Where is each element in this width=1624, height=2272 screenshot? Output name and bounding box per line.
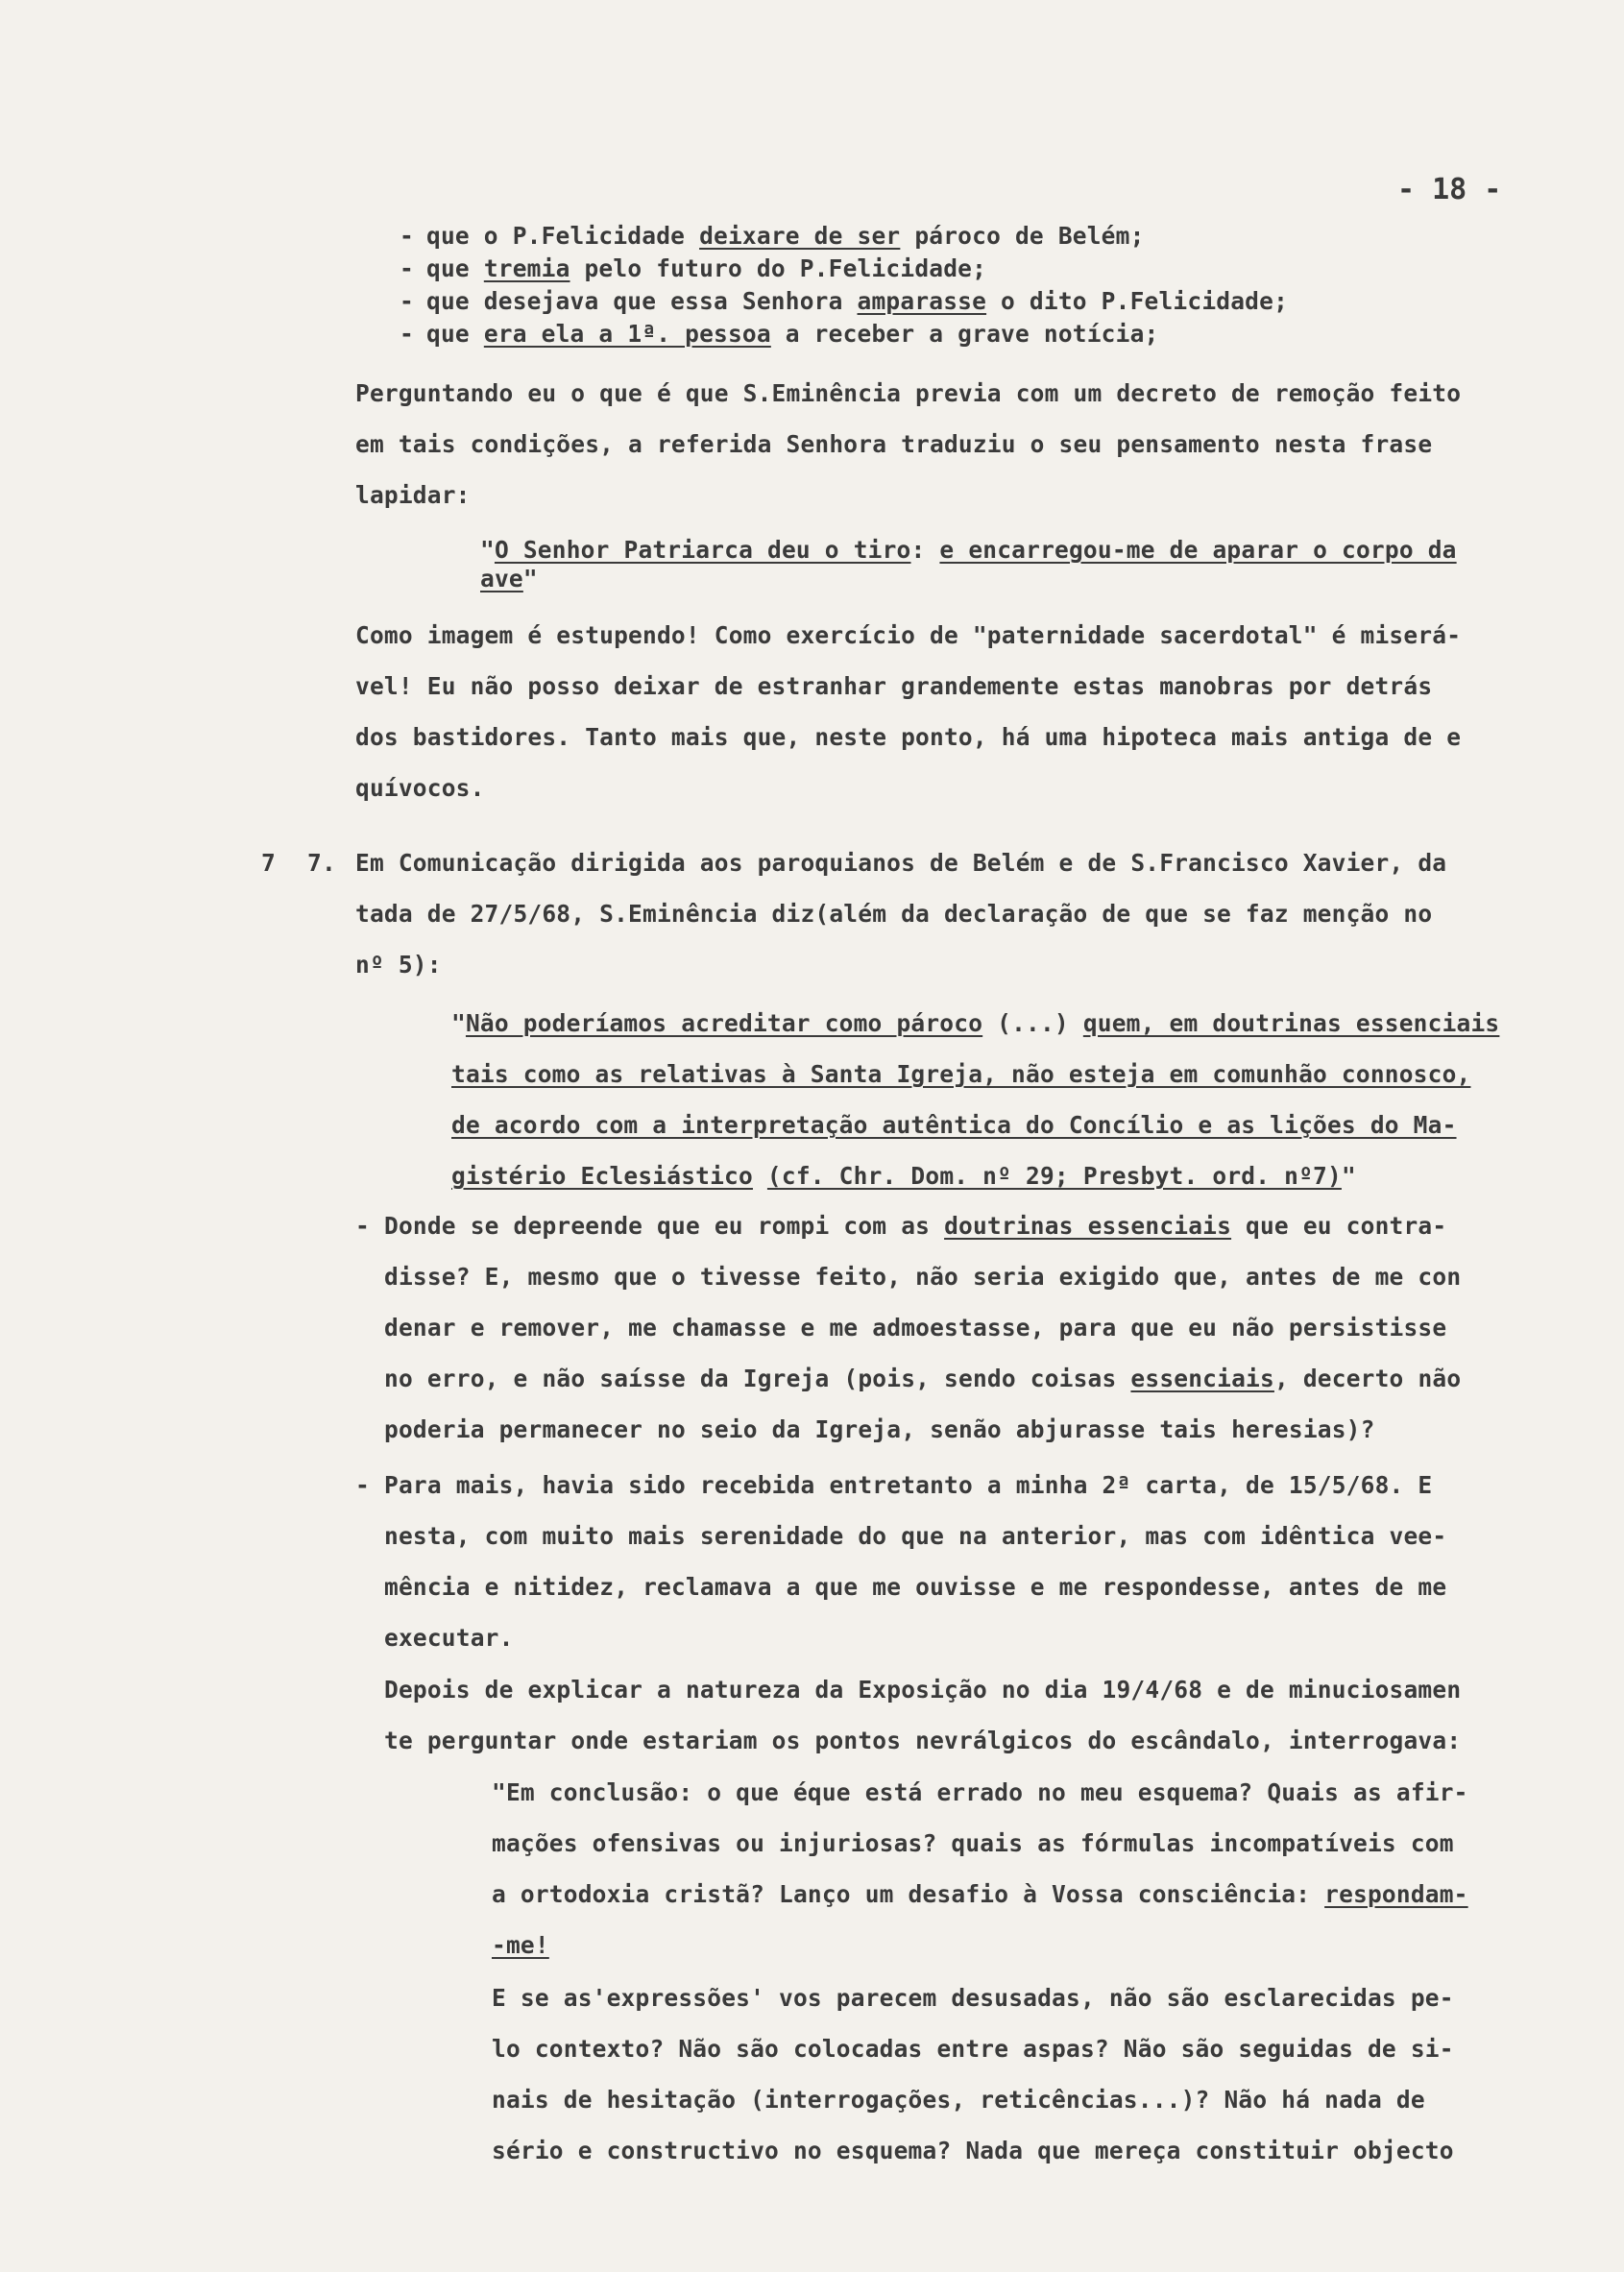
quote-line (451, 1009, 1499, 1037)
bullet-line: nesta, com muito mais serenidade do que na anterior, mas com idêntica vee- (384, 1522, 1447, 1550)
underlined-text: tais como as relativas à Santa Igreja, não esteja em comunhão connosco, (451, 1060, 1471, 1088)
text-segment: no erro, e não saísse da Igreja (pois, sendo coisas (384, 1365, 1131, 1392)
text-segment: mações ofensivas ou injuriosas? quais as fórmulas incompatíveis com (492, 1829, 1454, 1857)
text-segment: Donde se depreende que eu rompi com as (384, 1212, 945, 1240)
bullet-line (384, 1212, 1446, 1240)
text-segment: que (426, 320, 484, 348)
item-line: Em Comunicação dirigida aos paroquianos de Belém e de S.Francisco Xavier, da (355, 849, 1447, 877)
paragraph-line: te perguntar onde estariam os pontos nevrálgicos do escândalo, interrogava: (384, 1727, 1462, 1754)
text-segment: a receber a grave notícia; (770, 320, 1159, 348)
bullet-line (426, 222, 1145, 250)
underlined-text: tremia (483, 254, 570, 282)
quote-line (480, 565, 538, 592)
text-segment: poderia permanecer no seio da Igreja, senão abjurasse tais heresias)? (384, 1415, 1375, 1443)
text-segment: (...) (982, 1009, 1083, 1037)
text-segment: " (522, 565, 538, 592)
quote-line (492, 1931, 549, 1959)
underlined-text: amparasse (857, 287, 987, 315)
text-segment: que o P.Felicidade (426, 222, 700, 250)
underlined-text: gistério Eclesiástico (451, 1162, 753, 1190)
quote-line (451, 1111, 1457, 1139)
underlined-text: e encarregou-me de aparar o corpo da (939, 536, 1457, 564)
quote-line (451, 1162, 1356, 1190)
bullet-line (384, 1365, 1461, 1392)
underlined-text: (cf. Chr. Dom. nº 29; Presbyt. ord. nº7) (766, 1162, 1342, 1190)
paragraph-line: vel! Eu não posso deixar de estranhar grandemente estas manobras por detrás (355, 672, 1433, 700)
text-segment: , decerto não (1273, 1365, 1462, 1392)
bullet-dash: - (400, 254, 414, 282)
quote-line: sério e constructivo no esquema? Nada que mereça constituir objecto (492, 2137, 1454, 2164)
item-line: nº 5): (355, 951, 442, 979)
text-segment: o dito P.Felicidade; (986, 287, 1289, 315)
bullet-dash: - (400, 320, 414, 348)
bullet-line (384, 1415, 1375, 1443)
text-segment (753, 1162, 767, 1190)
text-segment: " (480, 536, 495, 564)
margin-number: 7 (261, 849, 276, 877)
underlined-text: ave (480, 565, 523, 592)
paragraph-line: Como imagem é estupendo! Como exercício de "paternidade sacerdotal" é miserá- (355, 621, 1462, 649)
quote-line: E se as'expressões' vos parecem desusadas, não são esclarecidas pe- (492, 1984, 1454, 2012)
quote-line (480, 536, 1457, 564)
quote-line: lo contexto? Não são colocadas entre aspas? Não são seguidas de si- (492, 2035, 1454, 2063)
bullet-line (426, 254, 986, 282)
paragraph-line: Perguntando eu o que é que S.Eminência previa com um decreto de remoção feito (355, 379, 1462, 407)
paragraph-line: em tais condições, a referida Senhora traduziu o seu pensamento nesta frase (355, 430, 1433, 458)
text-segment: que (426, 254, 484, 282)
text-segment: pároco de Belém; (900, 222, 1145, 250)
item-line: tada de 27/5/68, S.Eminência diz(além da declaração de que se faz menção no (355, 900, 1433, 928)
underlined-text: O Senhor Patriarca deu o tiro (494, 536, 911, 564)
bullet-dash: - (400, 287, 414, 315)
text-segment: a ortodoxia cristã? Lanço um desafio à Vossa consciência: (492, 1880, 1325, 1908)
item-number: 7. (307, 849, 336, 877)
bullet-line (426, 287, 1288, 315)
text-segment: disse? E, mesmo que o tivesse feito, não seria exigido que, antes de me con (384, 1263, 1462, 1291)
text-segment: que desejava que essa Senhora (426, 287, 858, 315)
quote-line: nais de hesitação (interrogações, reticências...)? Não há nada de (492, 2086, 1425, 2114)
bullet-line: executar. (384, 1624, 514, 1652)
bullet-line: Para mais, havia sido recebida entretanto a minha 2ª carta, de 15/5/68. E (384, 1471, 1433, 1499)
underlined-text: essenciais (1130, 1365, 1274, 1392)
text-segment: " (451, 1009, 466, 1037)
paragraph-line: lapidar: (355, 481, 471, 509)
text-segment: : (910, 536, 940, 564)
text-segment: " (1341, 1162, 1356, 1190)
text-segment: denar e remover, me chamasse e me admoestasse, para que eu não persistisse (384, 1314, 1447, 1341)
paragraph-line: Depois de explicar a natureza da Exposição no dia 19/4/68 e de minuciosamen (384, 1676, 1462, 1704)
underlined-text: Não poderíamos acreditar como pároco (465, 1009, 983, 1037)
underlined-text: quem, em doutrinas essenciais (1082, 1009, 1500, 1037)
underlined-text: doutrinas essenciais (944, 1212, 1232, 1240)
text-segment: pelo futuro do P.Felicidade; (570, 254, 987, 282)
underlined-text: de acordo com a interpretação autêntica do Concílio e as lições do Ma- (451, 1111, 1457, 1139)
text-segment: que eu contra- (1231, 1212, 1447, 1240)
bullet-dash: - (400, 222, 414, 250)
underlined-text: deixare de ser (699, 222, 901, 250)
bullet-dash: - (355, 1471, 370, 1499)
bullet-line (426, 320, 1159, 348)
bullet-line (384, 1314, 1446, 1341)
quote-line (451, 1060, 1470, 1088)
page-number: - 18 - (1397, 173, 1502, 206)
paragraph-line: quívocos. (355, 774, 485, 802)
underlined-text: era ela a 1ª. pessoa (483, 320, 771, 348)
bullet-line (384, 1263, 1461, 1291)
bullet-line: mência e nitidez, reclamava a que me ouvisse e me respondesse, antes de me (384, 1573, 1447, 1601)
underlined-text: respondam- (1324, 1880, 1468, 1908)
bullet-dash: - (355, 1212, 370, 1240)
quote-line (492, 1829, 1454, 1857)
quote-line (492, 1880, 1468, 1908)
paragraph-line: dos bastidores. Tanto mais que, neste ponto, há uma hipoteca mais antiga de e (355, 723, 1462, 751)
underlined-text: -me! (492, 1931, 549, 1959)
text-segment: "Em conclusão: o que éque está errado no meu esquema? Quais as afir- (492, 1778, 1468, 1806)
quote-line (492, 1778, 1468, 1806)
